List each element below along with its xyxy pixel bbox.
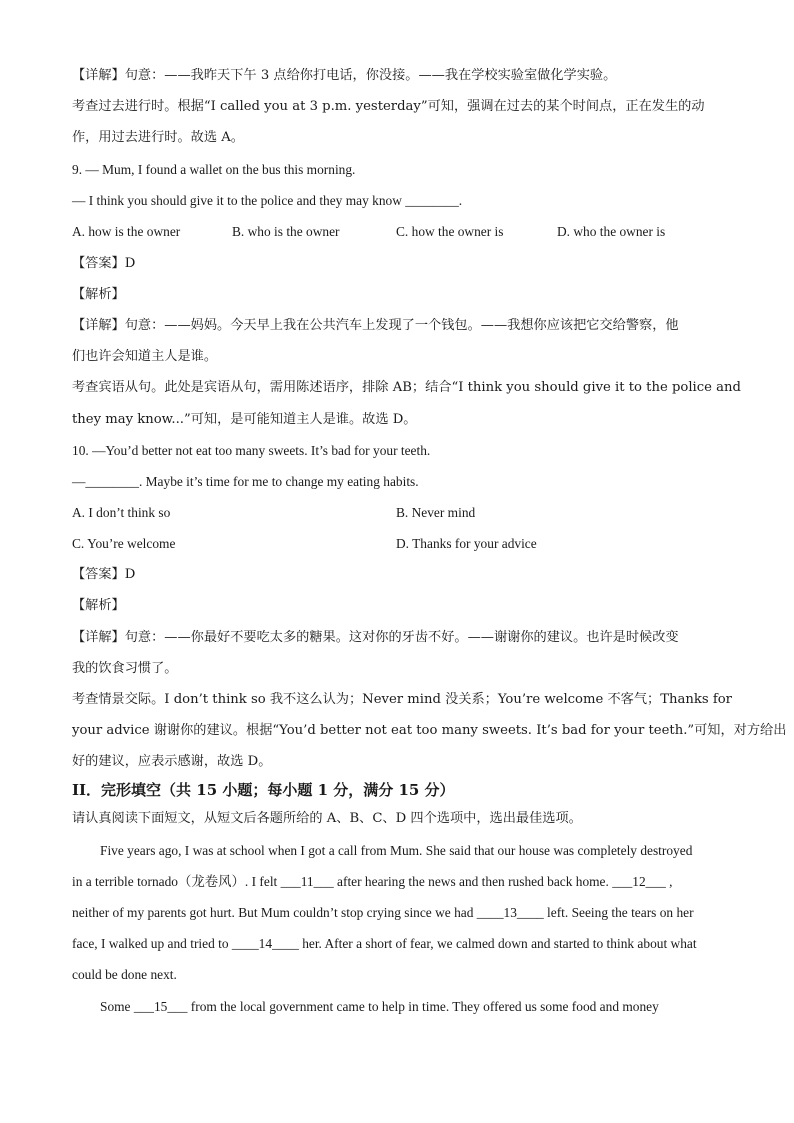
passage-line1: Five years ago, I was at school when I got a call from Mum. She said that our house was completely destroyed: [100, 843, 693, 858]
q9-detail-line1: 【详解】句意：——妈妈。今天早上我在公共汽车上发现了一个钱包。——我想你应该把它交给警察，他: [72, 318, 679, 333]
q10-answer: 【答案】D: [72, 567, 136, 582]
q10-option-a: A. I don’t think so: [72, 505, 171, 520]
q9-analysis-label: 【解析】: [72, 287, 125, 302]
q10-detail-line2: 我的饮食习惯了。: [72, 661, 178, 676]
blank-11: ___11___: [280, 874, 334, 889]
q9-stem-line1: 9. — Mum, I found a wallet on the bus this morning.: [72, 162, 356, 177]
passage-text: her. After a short of fear, we calmed down and started to think about what: [298, 936, 697, 951]
p1-detail: 【详解】句意：——我昨天下午 3 点给你打电话，你没接。——我在学校实验室做化学实验。: [72, 68, 617, 83]
q9-answer: 【答案】D: [72, 256, 136, 271]
passage-line3: [72, 904, 694, 922]
section-title: II．完形填空（共 15 小题；每小题 1 分，满分 15 分）: [72, 781, 455, 799]
q9-stem-line2: — I think you should give it to the police and they may know ________.: [72, 193, 463, 208]
q9-option-c: C. how the owner is: [396, 224, 504, 239]
q9-option-b: B. who is the owner: [232, 224, 340, 239]
passage-text: after hearing the news and then rushed back home.: [333, 874, 613, 889]
q10-detail-line1: 【详解】句意：——你最好不要吃太多的糖果。这对你的牙齿不好。——谢谢你的建议。也许是时候改变: [72, 630, 679, 645]
q9-detail-line3: 考查宾语从句。此处是宾语从句，需用陈述语序，排除 AB；结合“I think you should give it to the police and: [72, 380, 741, 395]
passage-line2: [72, 873, 672, 891]
section-instruction: 请认真阅读下面短文，从短文后各题所给的 A、B、C、D 四个选项中，选出最佳选项。: [72, 811, 582, 826]
q10-detail-line3: 考查情景交际。I don’t think so 我不这么认为；Never mind 没关系；You’re welcome 不客气；Thanks for: [72, 692, 732, 707]
q9-option-d: D. who the owner is: [557, 224, 666, 239]
passage-text: face, I walked up and tried to: [72, 936, 232, 951]
passage-text: from the local government came to help in time. They offered us some food and money: [187, 999, 659, 1014]
q10-option-c: C. You’re welcome: [72, 536, 176, 551]
passage-text: neither of my parents got hurt. But Mum couldn’t stop crying since we had: [72, 905, 477, 920]
q9-detail-line2: 们也许会知道主人是谁。: [72, 349, 218, 364]
passage-line6: [100, 998, 659, 1016]
q9-option-a: A. how is the owner: [72, 224, 181, 239]
q10-stem-line2: —________. Maybe it’s time for me to change my eating habits.: [72, 474, 419, 489]
passage-text: ,: [665, 874, 673, 889]
p1-analysis-line1: 考查过去进行时。根据“I called you at 3 p.m. yesterday”可知，强调在过去的某个时间点，正在发生的动: [72, 99, 705, 114]
passage-text: Some: [100, 999, 134, 1014]
passage-line4: [72, 935, 697, 953]
q10-detail-line5: 好的建议，应表示感谢，故选 D。: [72, 754, 272, 769]
blank-13: ____13____: [476, 905, 544, 920]
q10-option-b: B. Never mind: [396, 505, 476, 520]
passage-text: left. Seeing the tears on her: [543, 905, 694, 920]
q10-option-d: D. Thanks for your advice: [396, 536, 537, 551]
blank-15: ___15___: [133, 999, 188, 1014]
passage-text: in a terrible tornado（龙卷风）. I felt: [72, 874, 281, 889]
q10-analysis-label: 【解析】: [72, 598, 125, 613]
blank-14: ____14____: [231, 936, 299, 951]
blank-12: ___12___: [612, 874, 666, 889]
q10-detail-line4: your advice 谢谢你的建议。根据“You’d better not eat too many sweets. It’s bad for your teeth.”可知，对方给出: [72, 723, 787, 738]
q9-detail-line4: they may know...”可知，是可能知道主人是谁。故选 D。: [72, 412, 417, 427]
q10-stem-line1: 10. —You’d better not eat too many sweets. It’s bad for your teeth.: [72, 443, 431, 458]
p1-analysis-line2: 作，用过去进行时。故选 A。: [72, 130, 244, 145]
passage-line5: could be done next.: [72, 967, 177, 982]
